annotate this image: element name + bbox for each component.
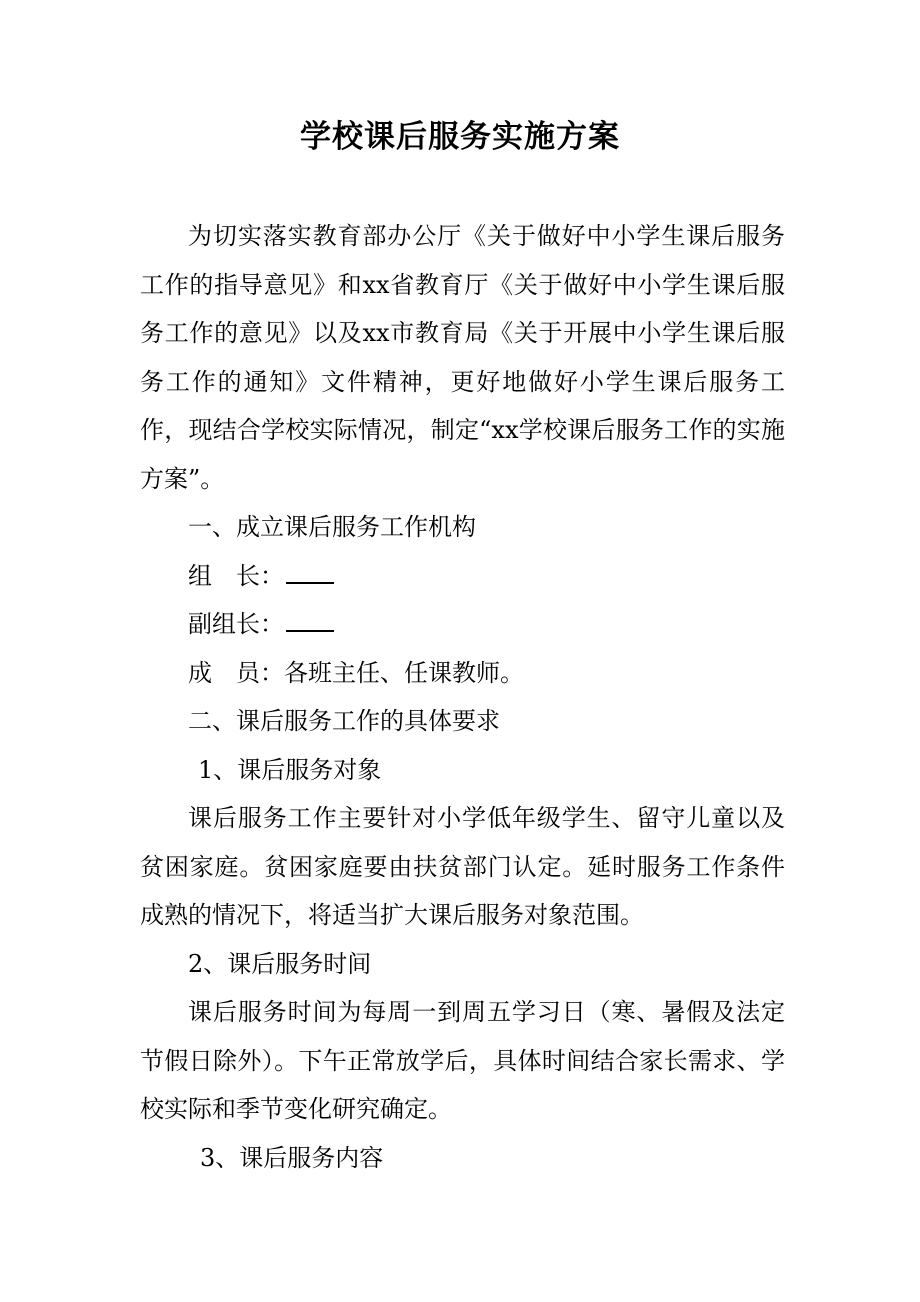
- members-line: [140, 649, 785, 698]
- intro-paragraph: 为切实落实教育部办公厅《关于做好中小学生课后服务工作的指导意见》和xx省教育厅《关于做好中小学生课后服务工作的意见》以及xx市教育局《关于开展中小学生课后服务工作的通知》文件精神，更好地做好小学生课后服务工作，现结合学校实际情况，制定“xx学校课后服务工作的实施方案”。: [140, 222, 785, 493]
- item3-heading: 3、课后服务内容: [200, 1143, 384, 1172]
- section2-heading: 二、课后服务工作的具体要求: [188, 707, 500, 735]
- document-title: 学校课后服务实施方案: [300, 119, 620, 155]
- document-body: [140, 212, 785, 1182]
- item2-heading: 2、课后服务时间: [188, 949, 372, 978]
- leader-line: [140, 552, 785, 601]
- item1-paragraph: 课后服务工作主要针对小学低年级学生、留守儿童以及贫困家庭。贫困家庭要由扶贫部门认定。延时服务工作条件成熟的情况下，将适当扩大课后服务对象范围。: [140, 804, 785, 929]
- deputy-leader-label: 副组长：: [188, 610, 284, 638]
- deputy-leader-line: [140, 600, 785, 649]
- section1-heading: 一、成立课后服务工作机构: [188, 513, 476, 541]
- members-label: 成 员：: [188, 658, 284, 687]
- leader-label: 组 长：: [188, 561, 284, 590]
- deputy-leader-blank: [286, 610, 334, 632]
- members-value: 各班主任、任课教师。: [284, 658, 524, 687]
- leader-blank: [286, 562, 334, 584]
- item1-heading: 1、课后服务对象: [198, 755, 382, 784]
- item2-paragraph: 课后服务时间为每周一到周五学习日（寒、暑假及法定节假日除外）。下午正常放学后，具体时间结合家长需求、学校实际和季节变化研究确定。: [140, 998, 785, 1123]
